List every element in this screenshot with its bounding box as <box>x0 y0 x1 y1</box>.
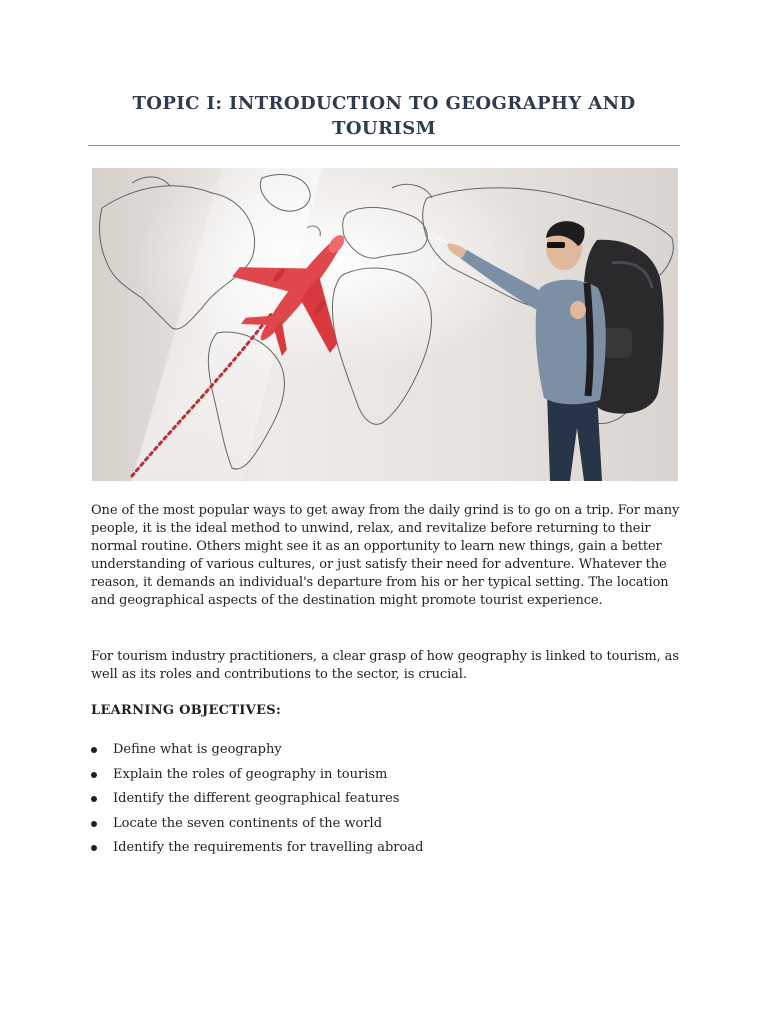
objective-item <box>91 765 423 790</box>
bullet-icon <box>91 747 97 753</box>
bullet-icon <box>91 821 97 827</box>
objective-item <box>91 789 423 814</box>
context-paragraph: For tourism industry practitioners, a clear grasp of how geography is linked to tourism, as well as its roles and contributions to the sector, is crucial. <box>91 649 679 682</box>
hero-image <box>92 168 678 481</box>
objectives-list <box>91 740 423 863</box>
objective-text: Explain the roles of geography in tourism <box>113 766 388 782</box>
objective-text: Identify the requirements for travelling abroad <box>113 840 424 855</box>
objective-text: Define what is geography <box>113 742 282 757</box>
objective-text: Identify the different geographical features <box>113 791 400 806</box>
page-title: TOPIC I: INTRODUCTION TO GEOGRAPHY AND TOURISM <box>132 93 636 139</box>
objective-item <box>91 814 423 839</box>
bullet-icon <box>91 845 97 851</box>
objectives-heading: LEARNING OBJECTIVES: <box>91 703 282 718</box>
intro-paragraph: One of the most popular ways to get away from the daily grind is to go on a trip. For many people, it is the ideal method to unwind, relax, and revitalize before returning to their normal routine. Others might see it as an opportunity to learn new things, gain a better understanding of various cultures, or just satisfy their need for adventure. Whatever the reason, it demands an individual's departure from his or her typical setting. The location and geographical aspects of the destination might promote tourist experience. <box>91 503 680 608</box>
bullet-icon <box>91 796 97 802</box>
bullet-icon <box>91 772 97 778</box>
objective-text: Locate the seven continents of the world <box>113 815 383 831</box>
objective-item <box>91 838 423 863</box>
objective-item <box>91 740 423 765</box>
title-divider <box>88 145 680 146</box>
